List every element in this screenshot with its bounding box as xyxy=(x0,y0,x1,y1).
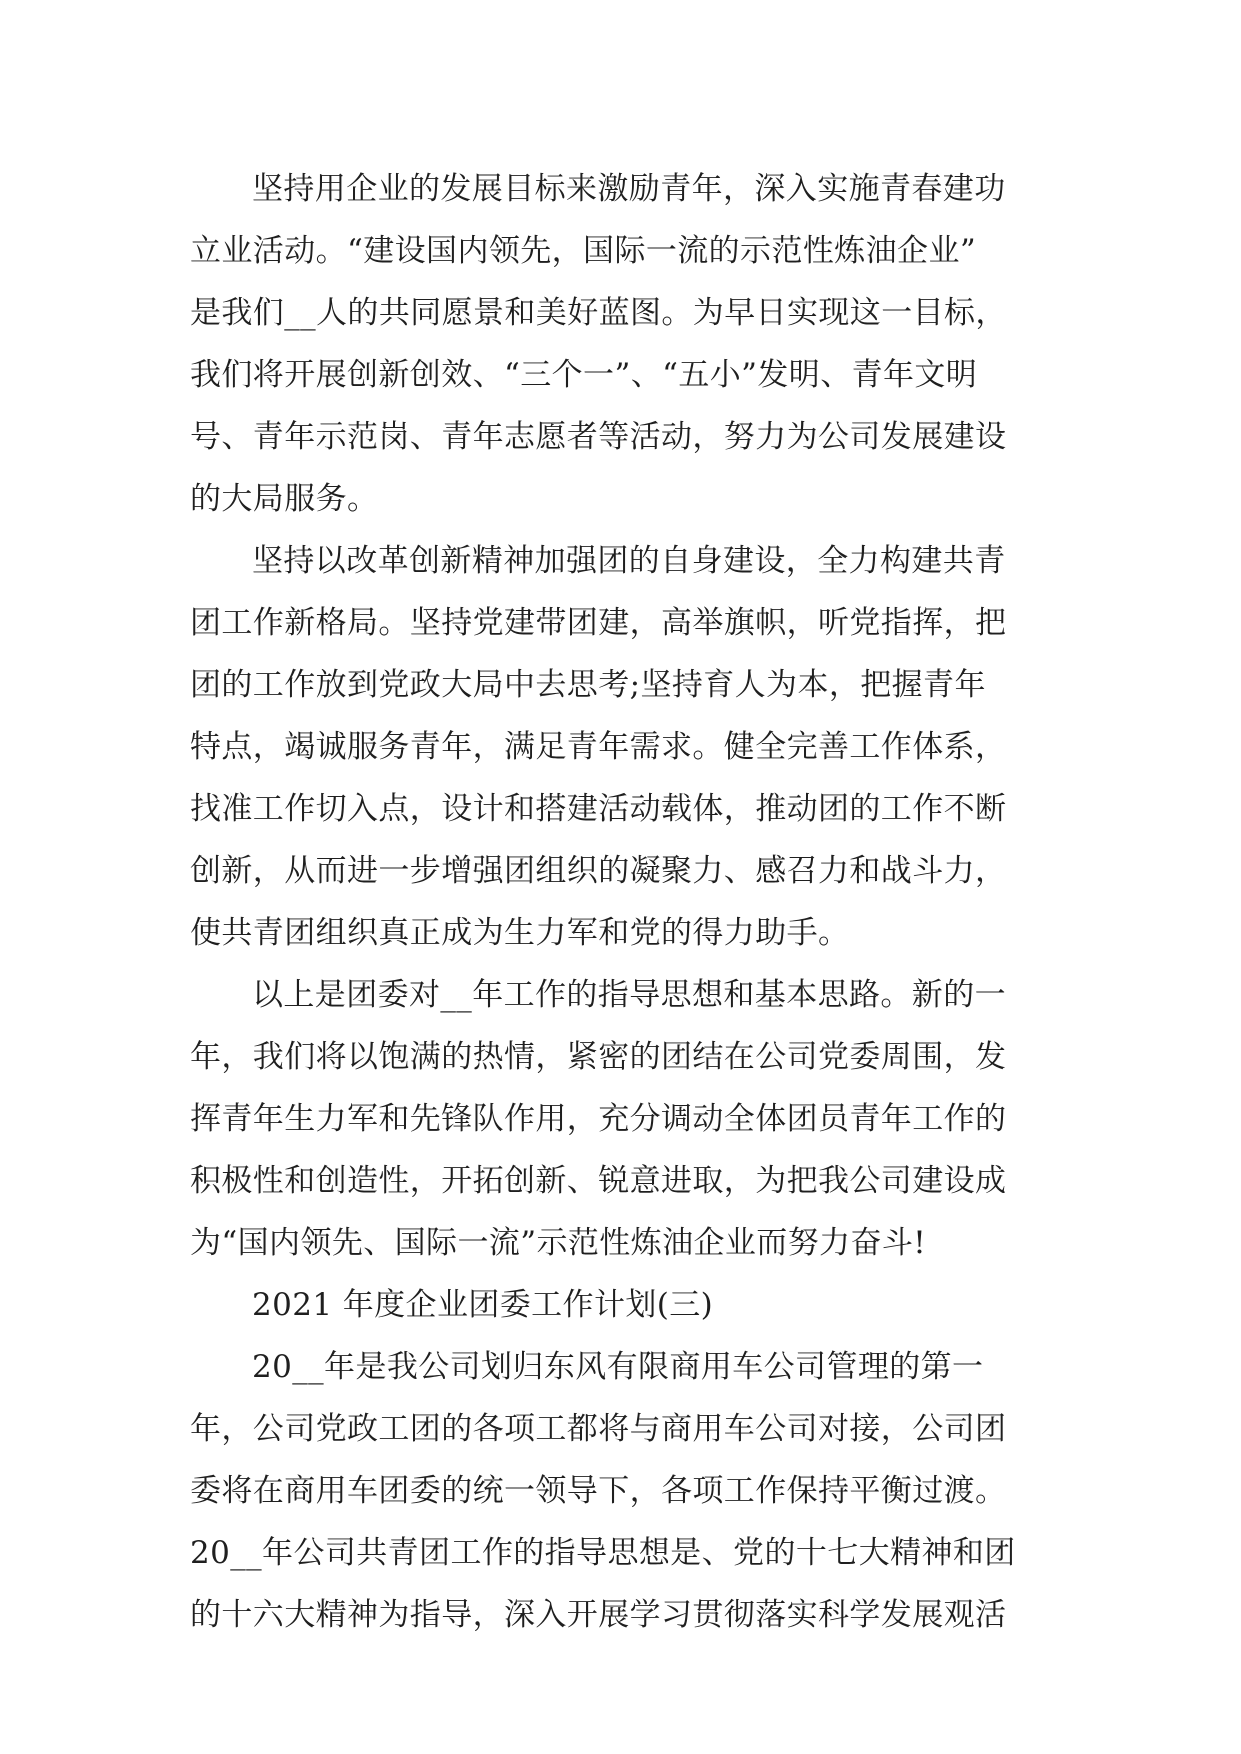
text-line: 团工作新格局。坚持党建带团建，高举旗帜，听党指挥，把 xyxy=(190,605,1007,641)
text-line: 我们将开展创新创效、“三个一”、“五小”发明、青年文明 xyxy=(190,357,978,393)
text-line: 团的工作放到党政大局中去思考;坚持育人为本，把握青年 xyxy=(190,667,986,703)
text-line: 立业活动。“建设国内领先，国际一流的示范性炼油企业” xyxy=(190,233,977,269)
text-line: 年，我们将以饱满的热情，紧密的团结在公司党委周围，发 xyxy=(190,1039,1007,1075)
text-line: 是我们__人的共同愿景和美好蓝图。为早日实现这一目标， xyxy=(190,295,1007,331)
document-body xyxy=(190,158,1060,1646)
text-line: 坚持以改革创新精神加强团的自身建设，全力构建共青 xyxy=(252,543,1006,579)
text-line: 坚持用企业的发展目标来激励青年，深入实施青春建功 xyxy=(252,171,1006,207)
text-line: 号、青年示范岗、青年志愿者等活动，努力为公司发展建设 xyxy=(190,419,1007,455)
section-heading: 2021 年度企业团委工作计划(三) xyxy=(252,1287,714,1323)
text-line: 以上是团委对__年工作的指导思想和基本思路。新的一 xyxy=(252,977,1006,1013)
text-line: 创新，从而进一步增强团组织的凝聚力、感召力和战斗力， xyxy=(190,853,1007,889)
text-line: 积极性和创造性，开拓创新、锐意进取，为把我公司建设成 xyxy=(190,1163,1007,1199)
text-line: 挥青年生力军和先锋队作用，充分调动全体团员青年工作的 xyxy=(190,1101,1007,1137)
text-line: 的十六大精神为指导，深入开展学习贯彻落实科学发展观活 xyxy=(190,1597,1007,1633)
text-line: 为“国内领先、国际一流”示范性炼油企业而努力奋斗! xyxy=(190,1225,927,1261)
text-line: 年，公司党政工团的各项工都将与商用车公司对接，公司团 xyxy=(190,1411,1007,1447)
text-line: 特点，竭诚服务青年，满足青年需求。健全完善工作体系， xyxy=(190,729,1007,765)
text-line: 找准工作切入点，设计和搭建活动载体，推动团的工作不断 xyxy=(190,791,1007,827)
text-line: 委将在商用车团委的统一领导下，各项工作保持平衡过渡。 xyxy=(190,1473,1007,1509)
text-line: 20__年是我公司划归东风有限商用车公司管理的第一 xyxy=(252,1349,984,1385)
text-line: 20__年公司共青团工作的指导思想是、党的十七大精神和团 xyxy=(190,1535,1016,1571)
text-line: 的大局服务。 xyxy=(190,481,379,517)
text-line: 使共青团组织真正成为生力军和党的得力助手。 xyxy=(190,915,850,951)
